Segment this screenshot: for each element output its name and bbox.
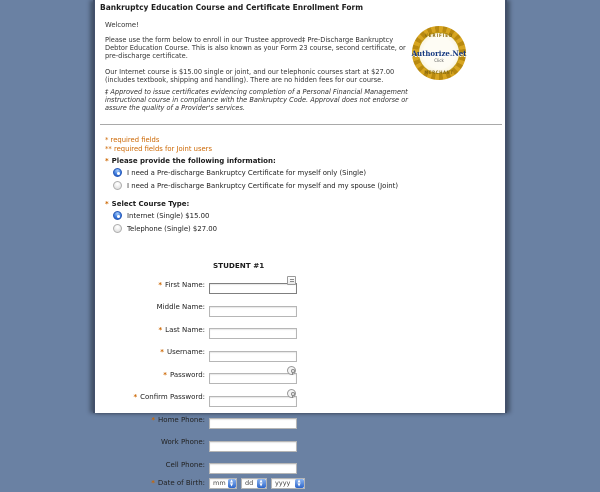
password-input[interactable] [209,373,297,384]
dob-year-select[interactable] [271,478,305,489]
home-phone-label [95,416,209,424]
radio-option-telephone[interactable] [113,224,495,233]
approval-footnote: ‡ Approved to issue certificates evidencing completion of a Personal Financial Management instructional course in compliance with the Bankruptcy Code. Approval does not endorse or assure the quality of a Provider's services. [105,88,408,113]
spinner-arrows-icon: ▲ ▼ [228,479,236,488]
last-name-label [95,326,209,334]
required-asterisk: * [151,479,155,487]
username-input[interactable] [209,351,297,362]
radio-button-unselected-icon[interactable] [113,224,122,233]
form-row-last-name [95,320,509,339]
password-key-icon[interactable] [287,389,296,398]
dob-month-select[interactable] [209,478,237,489]
radio-button-selected-icon[interactable] [113,168,122,177]
required-fields-legend [105,136,212,154]
student-form [95,261,509,492]
radio-option-internet[interactable] [113,211,495,220]
password-label [95,371,209,379]
required-asterisk: * [163,370,167,379]
student-form-heading: STUDENT #1 [213,261,265,270]
certificate-heading-text: Please provide the following information: [111,157,276,165]
radio-option-joint[interactable] [113,181,495,190]
seal-merchant-text: MERCHANT [424,70,454,75]
required-asterisk: * [133,393,138,401]
label-text: First Name: [165,280,205,289]
course-type-section [105,200,495,237]
form-row-first-name [95,275,509,294]
label-text: Middle Name: [156,303,205,311]
form-row-confirm-password [95,388,509,407]
date-of-birth-label [95,479,209,487]
required-asterisk: * [158,325,163,334]
required-asterisk: * [151,415,156,424]
radio-option-single[interactable] [113,168,495,177]
label-text: Cell Phone: [165,460,205,469]
label-text: Last Name: [165,325,205,334]
dob-year-value: yyyy [275,479,291,487]
required-legend-line1: * required fields [105,136,160,144]
dob-day-select[interactable] [241,478,267,489]
course-type-heading [105,200,495,208]
required-asterisk: * [160,348,164,356]
first-name-label [95,281,209,289]
middle-name-input[interactable] [209,306,297,317]
section-divider [100,124,502,125]
certificate-type-section [105,157,495,194]
enrollment-form-panel [93,0,507,487]
form-row-cell-phone [95,455,509,474]
label-text: Home Phone: [158,415,205,424]
form-row-password [95,365,509,384]
page-title: Bankruptcy Education Course and Certificate Enrollment Form [100,3,364,12]
seal-verified-text: VERIFIED [424,33,454,38]
radio-label-telephone: Telephone (Single) $27.00 [127,224,218,233]
middle-name-label [95,303,209,311]
radio-label-single: I need a Pre-discharge Bankruptcy Certificate for myself only (Single) [127,168,367,177]
label-text: Work Phone: [161,438,205,446]
confirm-password-label [95,393,209,401]
work-phone-label [95,438,209,446]
seal-click-text: Click [434,58,444,63]
cell-phone-label [95,461,209,469]
home-phone-input[interactable] [209,418,297,429]
form-row-middle-name [95,298,509,317]
form-row-username [95,343,509,362]
contact-card-autofill-icon[interactable] [287,276,296,285]
spinner-arrows-icon: ▲ ▼ [295,479,304,488]
cell-phone-input[interactable] [209,463,297,474]
username-label [95,348,209,356]
last-name-input[interactable] [209,328,297,339]
course-type-heading-text: Select Course Type: [111,200,190,208]
required-asterisk: * [105,200,109,208]
radio-label-joint: I need a Pre-discharge Bankruptcy Certificate for myself and my spouse (Joint) [127,181,399,190]
form-row-date-of-birth [95,478,509,489]
dob-month-value: mm [213,479,226,487]
dob-day-value: dd [245,479,254,487]
first-name-input[interactable] [209,283,297,294]
required-asterisk: * [158,280,163,289]
label-text: Password: [169,370,205,379]
password-key-icon[interactable] [287,366,296,375]
label-text: Username: [166,348,205,356]
label-text: Date of Birth: [157,479,205,487]
authorize-net-verified-merchant-seal[interactable] [405,26,473,82]
work-phone-input[interactable] [209,441,297,452]
required-legend-line2: ** required fields for Joint users [105,145,213,153]
intro-paragraph: Please use the form below to enroll in our Trustee approved‡ Pre-Discharge Bankruptcy Debtor Education Course. This is also known as your Form 23 course, second certificate, or pre-discharge certificate. [105,36,406,61]
confirm-password-input[interactable] [209,396,297,407]
certificate-section-heading [105,157,495,165]
welcome-text: Welcome! [105,21,139,29]
radio-button-unselected-icon[interactable] [113,181,122,190]
form-row-work-phone [95,433,509,452]
authorize-net-wordmark: Authorize.Net [411,49,467,58]
radio-button-selected-icon[interactable] [113,211,122,220]
pricing-paragraph: Our Internet course is $15.00 single or joint, and our telephonic courses start at $27.00 (includes textbook, shipping and handling). There are no hidden fees for our course. [105,68,395,85]
required-asterisk: * [105,157,109,165]
dob-select-group [209,478,305,489]
spinner-arrows-icon: ▲ ▼ [257,479,266,488]
label-text: Confirm Password: [140,393,205,401]
radio-label-internet: Internet (Single) $15.00 [127,211,210,220]
